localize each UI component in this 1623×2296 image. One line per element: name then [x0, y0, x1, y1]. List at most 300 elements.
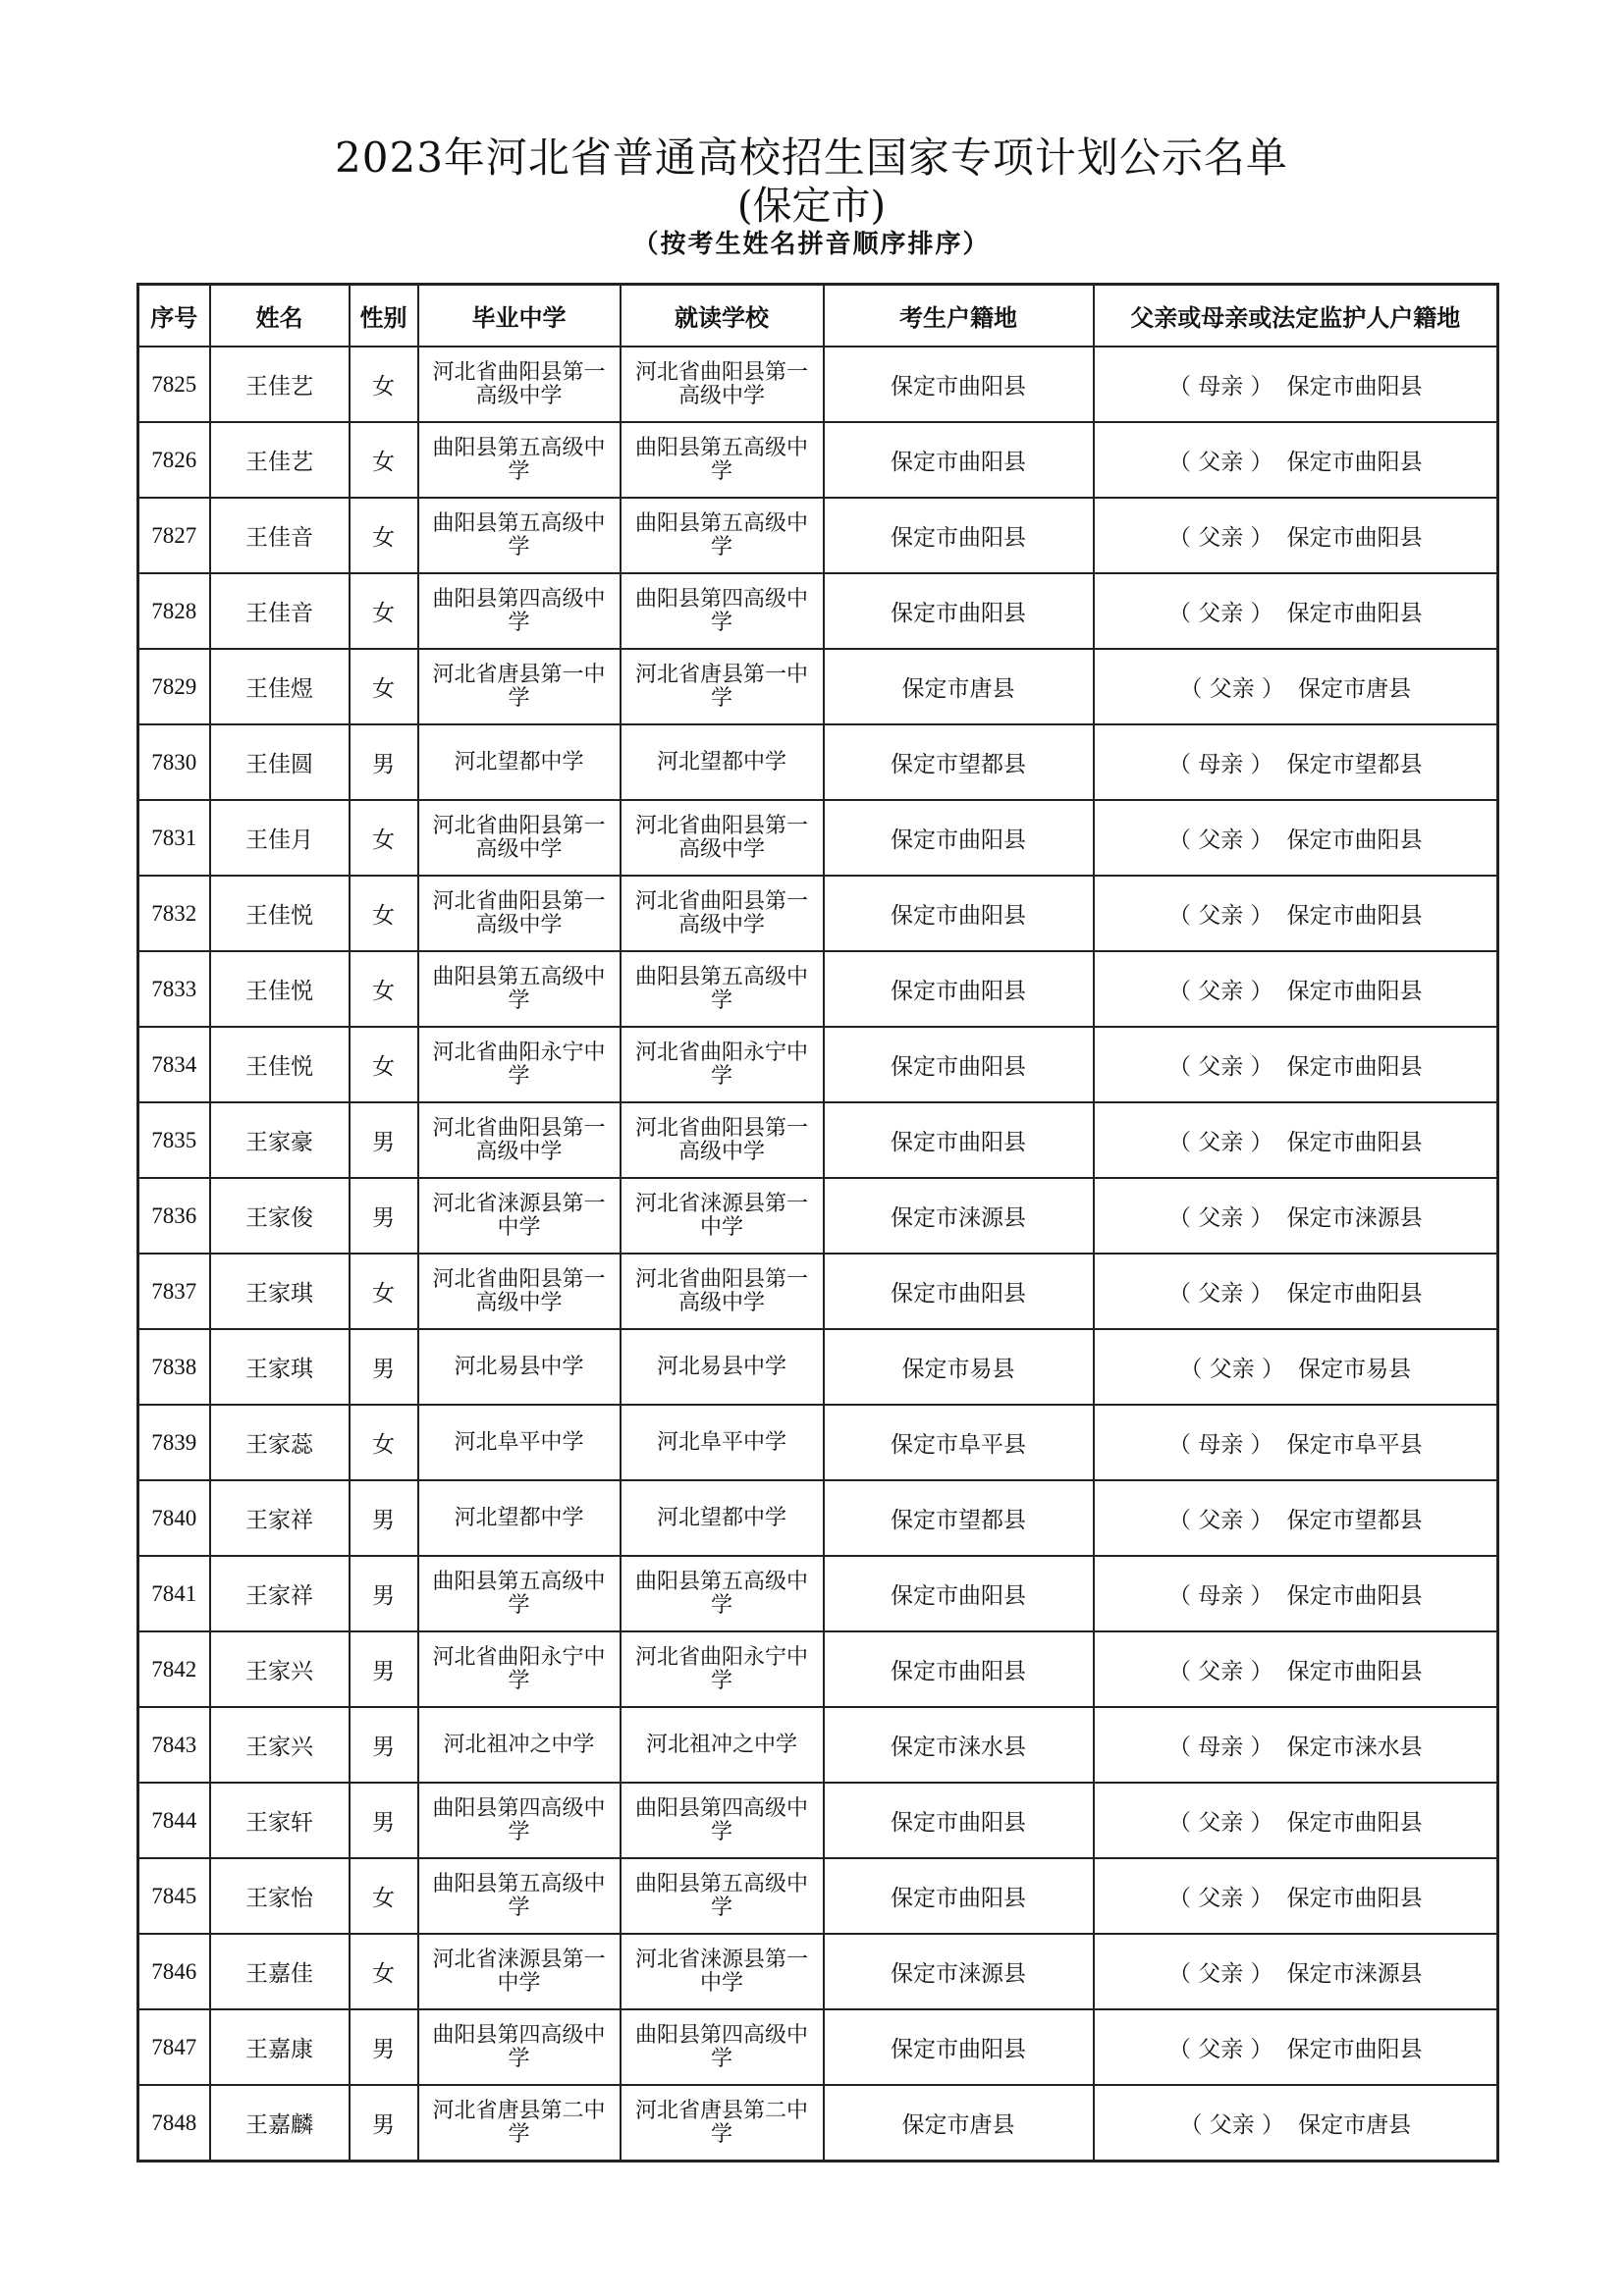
table-row: [138, 1102, 1498, 1178]
cell-residence: 保定市曲阳县: [824, 1858, 1094, 1934]
cell-seq: 7830: [138, 724, 210, 800]
cell-guardian-residence: [1094, 649, 1498, 724]
cell-residence: 保定市阜平县: [824, 1405, 1094, 1480]
cell-seq: 7837: [138, 1254, 210, 1329]
header-name: 姓名: [210, 285, 350, 347]
guardian-relation: （ 父亲 ）: [1167, 601, 1273, 626]
cell-current-school-text: 曲阳县第五高级中学: [634, 1569, 808, 1618]
cell-current-school: [621, 1480, 824, 1556]
cell-grad-school-text: 河北省曲阳永宁中学: [432, 1644, 606, 1693]
table-row: [138, 347, 1498, 422]
header-current-school: 就读学校: [621, 285, 824, 347]
cell-seq: 7844: [138, 1783, 210, 1858]
cell-grad-school-text: 河北省曲阳县第一高级中学: [432, 1115, 606, 1164]
cell-guardian-residence: [1094, 2085, 1498, 2162]
cell-name: 王家兴: [210, 1707, 350, 1783]
guardian-residence: 保定市曲阳县: [1286, 525, 1423, 551]
cell-current-school-text: 河北望都中学: [656, 1505, 786, 1530]
cell-current-school: [621, 1783, 824, 1858]
cell-seq: 7835: [138, 1102, 210, 1178]
cell-residence: 保定市曲阳县: [824, 573, 1094, 649]
cell-grad-school: [418, 1783, 621, 1858]
table-row: [138, 1254, 1498, 1329]
cell-current-school: [621, 1102, 824, 1178]
cell-name: 王佳音: [210, 573, 350, 649]
cell-residence: 保定市曲阳县: [824, 498, 1094, 573]
cell-seq: 7831: [138, 800, 210, 876]
cell-name: 王嘉康: [210, 2009, 350, 2085]
cell-name: 王嘉麟: [210, 2085, 350, 2162]
cell-current-school-text: 曲阳县第四高级中学: [634, 586, 808, 635]
cell-guardian-residence: [1094, 724, 1498, 800]
cell-grad-school: [418, 1178, 621, 1254]
guardian-residence: 保定市曲阳县: [1286, 903, 1423, 929]
cell-grad-school: [418, 724, 621, 800]
guardian-relation: （ 父亲 ）: [1167, 1810, 1273, 1836]
guardian-relation: （ 父亲 ）: [1167, 1281, 1273, 1307]
guardian-residence: 保定市望都县: [1286, 752, 1423, 777]
cell-current-school-text: 河北省曲阳县第一高级中学: [634, 888, 808, 937]
guardian-relation: （ 父亲 ）: [1167, 525, 1273, 551]
cell-gender: 女: [350, 498, 418, 573]
cell-gender: 女: [350, 573, 418, 649]
guardian-relation: （ 父亲 ）: [1167, 1054, 1273, 1080]
cell-guardian-residence: [1094, 1858, 1498, 1934]
cell-seq: 7826: [138, 422, 210, 498]
guardian-relation: （ 父亲 ）: [1167, 1205, 1273, 1231]
cell-seq: 7843: [138, 1707, 210, 1783]
cell-grad-school: [418, 800, 621, 876]
cell-current-school: [621, 2009, 824, 2085]
cell-residence: 保定市涞源县: [824, 1178, 1094, 1254]
cell-name: 王佳月: [210, 800, 350, 876]
cell-seq: 7827: [138, 498, 210, 573]
cell-grad-school: [418, 2085, 621, 2162]
guardian-residence: 保定市望都县: [1286, 1508, 1423, 1533]
cell-current-school-text: 河北望都中学: [656, 749, 786, 774]
cell-guardian-residence: [1094, 1254, 1498, 1329]
cell-seq: 7846: [138, 1934, 210, 2009]
cell-gender: 男: [350, 1556, 418, 1631]
guardian-relation: （ 父亲 ）: [1167, 2037, 1273, 2062]
guardian-relation: （ 父亲 ）: [1167, 450, 1273, 475]
cell-residence: 保定市望都县: [824, 1480, 1094, 1556]
document-subtitle-city: (保定市): [736, 184, 887, 229]
cell-gender: 女: [350, 876, 418, 951]
guardian-relation: （ 母亲 ）: [1167, 1735, 1273, 1760]
cell-gender: 女: [350, 1934, 418, 2009]
cell-seq: 7833: [138, 951, 210, 1027]
cell-gender: 女: [350, 800, 418, 876]
cell-grad-school-text: 河北阜平中学: [454, 1429, 584, 1455]
cell-grad-school-text: 曲阳县第五高级中学: [432, 510, 606, 560]
guardian-relation: （ 父亲 ）: [1167, 1961, 1273, 1987]
cell-grad-school-text: 河北省唐县第二中学: [432, 2098, 606, 2147]
guardian-residence: 保定市曲阳县: [1286, 450, 1423, 475]
cell-grad-school-text: 河北省曲阳县第一高级中学: [432, 1266, 606, 1315]
cell-guardian-residence: [1094, 1783, 1498, 1858]
cell-current-school-text: 曲阳县第五高级中学: [634, 964, 808, 1013]
cell-grad-school-text: 河北望都中学: [454, 1505, 584, 1530]
cell-current-school: [621, 1707, 824, 1783]
table-row: [138, 1556, 1498, 1631]
guardian-relation: （ 父亲 ）: [1167, 903, 1273, 929]
cell-residence: 保定市曲阳县: [824, 2009, 1094, 2085]
cell-current-school: [621, 1329, 824, 1405]
cell-grad-school-text: 河北省曲阳永宁中学: [432, 1040, 606, 1089]
cell-residence: 保定市涞水县: [824, 1707, 1094, 1783]
cell-name: 王家琪: [210, 1254, 350, 1329]
cell-grad-school-text: 河北省曲阳县第一高级中学: [432, 813, 606, 862]
cell-grad-school-text: 河北易县中学: [454, 1354, 584, 1379]
cell-name: 王家祥: [210, 1556, 350, 1631]
table-header-row: [138, 285, 1498, 347]
cell-grad-school: [418, 1405, 621, 1480]
cell-grad-school-text: 曲阳县第五高级中学: [432, 1569, 606, 1618]
cell-current-school: [621, 724, 824, 800]
cell-grad-school-text: 曲阳县第五高级中学: [432, 435, 606, 484]
cell-current-school: [621, 347, 824, 422]
cell-gender: 男: [350, 1102, 418, 1178]
cell-seq: 7840: [138, 1480, 210, 1556]
cell-current-school: [621, 1934, 824, 2009]
cell-gender: 男: [350, 1178, 418, 1254]
table-row: [138, 1858, 1498, 1934]
cell-current-school-text: 曲阳县第四高级中学: [634, 2022, 808, 2071]
cell-grad-school: [418, 1102, 621, 1178]
cell-current-school: [621, 649, 824, 724]
cell-current-school-text: 河北省唐县第二中学: [634, 2098, 808, 2147]
guardian-residence: 保定市曲阳县: [1286, 1810, 1423, 1836]
cell-name: 王佳煜: [210, 649, 350, 724]
cell-name: 王佳音: [210, 498, 350, 573]
cell-current-school-text: 曲阳县第五高级中学: [634, 435, 808, 484]
cell-gender: 男: [350, 1707, 418, 1783]
guardian-residence: 保定市曲阳县: [1286, 828, 1423, 853]
table-row: [138, 1329, 1498, 1405]
header-guardian-residence: 父亲或母亲或法定监护人户籍地: [1094, 285, 1498, 347]
guardian-residence: 保定市唐县: [1298, 676, 1412, 702]
guardian-residence: 保定市涞源县: [1286, 1961, 1423, 1987]
cell-grad-school: [418, 1254, 621, 1329]
header-grad-school: 毕业中学: [418, 285, 621, 347]
table-body: [138, 347, 1498, 2162]
cell-current-school: [621, 1405, 824, 1480]
cell-gender: 男: [350, 724, 418, 800]
guardian-relation: （ 父亲 ）: [1167, 1659, 1273, 1684]
cell-seq: 7838: [138, 1329, 210, 1405]
cell-name: 王家怡: [210, 1858, 350, 1934]
cell-name: 王佳悦: [210, 951, 350, 1027]
cell-current-school-text: 河北省曲阳永宁中学: [634, 1040, 808, 1089]
cell-current-school: [621, 2085, 824, 2162]
cell-name: 王家兴: [210, 1631, 350, 1707]
cell-residence: 保定市曲阳县: [824, 1631, 1094, 1707]
table-row: [138, 1934, 1498, 2009]
cell-gender: 女: [350, 347, 418, 422]
cell-name: 王家蕊: [210, 1405, 350, 1480]
cell-current-school-text: 河北省曲阳县第一高级中学: [634, 1115, 808, 1164]
header-gender: 性别: [350, 285, 418, 347]
cell-name: 王家轩: [210, 1783, 350, 1858]
cell-grad-school: [418, 1329, 621, 1405]
cell-seq: 7847: [138, 2009, 210, 2085]
cell-current-school-text: 河北省曲阳县第一高级中学: [634, 359, 808, 408]
cell-current-school-text: 河北省曲阳县第一高级中学: [634, 813, 808, 862]
header-seq: 序号: [138, 285, 210, 347]
table-row: [138, 1480, 1498, 1556]
cell-grad-school: [418, 498, 621, 573]
cell-guardian-residence: [1094, 951, 1498, 1027]
student-list-table: [136, 283, 1499, 2163]
cell-seq: 7829: [138, 649, 210, 724]
table-row: [138, 724, 1498, 800]
cell-grad-school: [418, 2009, 621, 2085]
cell-current-school-text: 河北阜平中学: [656, 1429, 786, 1455]
cell-guardian-residence: [1094, 2009, 1498, 2085]
guardian-relation: （ 母亲 ）: [1167, 374, 1273, 400]
cell-name: 王佳艺: [210, 347, 350, 422]
table-row: [138, 1783, 1498, 1858]
cell-gender: 女: [350, 1858, 418, 1934]
cell-grad-school-text: 河北省曲阳县第一高级中学: [432, 359, 606, 408]
cell-gender: 男: [350, 1783, 418, 1858]
cell-residence: 保定市曲阳县: [824, 1556, 1094, 1631]
cell-current-school-text: 河北省曲阳永宁中学: [634, 1644, 808, 1693]
cell-current-school-text: 河北祖冲之中学: [645, 1732, 797, 1757]
cell-residence: 保定市曲阳县: [824, 876, 1094, 951]
cell-grad-school: [418, 573, 621, 649]
cell-residence: 保定市曲阳县: [824, 1783, 1094, 1858]
guardian-residence: 保定市涞水县: [1286, 1735, 1423, 1760]
cell-current-school: [621, 951, 824, 1027]
guardian-residence: 保定市曲阳县: [1286, 979, 1423, 1004]
cell-current-school: [621, 1254, 824, 1329]
cell-gender: 男: [350, 2085, 418, 2162]
cell-grad-school: [418, 1934, 621, 2009]
table-row: [138, 1405, 1498, 1480]
cell-current-school-text: 曲阳县第五高级中学: [634, 510, 808, 560]
cell-grad-school: [418, 1707, 621, 1783]
cell-seq: 7842: [138, 1631, 210, 1707]
guardian-relation: （ 父亲 ）: [1179, 1357, 1285, 1382]
cell-current-school-text: 曲阳县第五高级中学: [634, 1871, 808, 1920]
cell-current-school: [621, 573, 824, 649]
cell-current-school-text: 曲阳县第四高级中学: [634, 1795, 808, 1844]
cell-grad-school: [418, 1556, 621, 1631]
cell-grad-school-text: 河北省曲阳县第一高级中学: [432, 888, 606, 937]
cell-grad-school: [418, 1631, 621, 1707]
cell-name: 王家豪: [210, 1102, 350, 1178]
cell-current-school: [621, 876, 824, 951]
guardian-relation: （ 父亲 ）: [1167, 1886, 1273, 1911]
cell-grad-school-text: 河北望都中学: [454, 749, 584, 774]
table-row: [138, 1178, 1498, 1254]
header-residence: 考生户籍地: [824, 285, 1094, 347]
table-row: [138, 1631, 1498, 1707]
cell-grad-school: [418, 1480, 621, 1556]
guardian-relation: （ 母亲 ）: [1167, 1432, 1273, 1458]
cell-grad-school: [418, 347, 621, 422]
cell-grad-school-text: 曲阳县第五高级中学: [432, 964, 606, 1013]
cell-gender: 女: [350, 1405, 418, 1480]
cell-grad-school-text: 河北省涞源县第一中学: [432, 1191, 606, 1240]
cell-gender: 女: [350, 1254, 418, 1329]
cell-guardian-residence: [1094, 1405, 1498, 1480]
cell-seq: 7845: [138, 1858, 210, 1934]
cell-gender: 女: [350, 649, 418, 724]
cell-seq: 7836: [138, 1178, 210, 1254]
cell-name: 王家琪: [210, 1329, 350, 1405]
table-row: [138, 800, 1498, 876]
cell-seq: 7828: [138, 573, 210, 649]
cell-name: 王家祥: [210, 1480, 350, 1556]
cell-name: 王佳悦: [210, 1027, 350, 1102]
guardian-residence: 保定市曲阳县: [1286, 1130, 1423, 1155]
cell-gender: 男: [350, 1631, 418, 1707]
cell-residence: 保定市曲阳县: [824, 951, 1094, 1027]
cell-gender: 女: [350, 1027, 418, 1102]
cell-guardian-residence: [1094, 1329, 1498, 1405]
table-row: [138, 422, 1498, 498]
cell-guardian-residence: [1094, 1934, 1498, 2009]
cell-gender: 男: [350, 1480, 418, 1556]
guardian-residence: 保定市曲阳县: [1286, 1886, 1423, 1911]
cell-current-school-text: 河北省曲阳县第一高级中学: [634, 1266, 808, 1315]
guardian-residence: 保定市易县: [1298, 1357, 1412, 1382]
cell-seq: 7832: [138, 876, 210, 951]
cell-gender: 男: [350, 1329, 418, 1405]
table-row: [138, 1027, 1498, 1102]
cell-current-school: [621, 1556, 824, 1631]
cell-grad-school: [418, 876, 621, 951]
cell-guardian-residence: [1094, 573, 1498, 649]
cell-seq: 7825: [138, 347, 210, 422]
guardian-residence: 保定市曲阳县: [1286, 1281, 1423, 1307]
cell-grad-school-text: 曲阳县第四高级中学: [432, 1795, 606, 1844]
guardian-residence: 保定市曲阳县: [1286, 601, 1423, 626]
cell-guardian-residence: [1094, 498, 1498, 573]
table-row: [138, 876, 1498, 951]
cell-name: 王佳艺: [210, 422, 350, 498]
guardian-residence: 保定市阜平县: [1286, 1432, 1423, 1458]
cell-residence: 保定市唐县: [824, 649, 1094, 724]
cell-seq: 7839: [138, 1405, 210, 1480]
cell-grad-school: [418, 422, 621, 498]
cell-guardian-residence: [1094, 422, 1498, 498]
cell-current-school: [621, 800, 824, 876]
cell-name: 王嘉佳: [210, 1934, 350, 2009]
cell-grad-school: [418, 1027, 621, 1102]
cell-guardian-residence: [1094, 1178, 1498, 1254]
cell-grad-school-text: 河北祖冲之中学: [443, 1732, 595, 1757]
guardian-relation: （ 母亲 ）: [1167, 752, 1273, 777]
cell-residence: 保定市曲阳县: [824, 422, 1094, 498]
guardian-relation: （ 父亲 ）: [1167, 828, 1273, 853]
cell-grad-school-text: 河北省唐县第一中学: [432, 662, 606, 711]
cell-grad-school-text: 河北省涞源县第一中学: [432, 1947, 606, 1996]
cell-current-school: [621, 1027, 824, 1102]
document-sort-note: （按考生姓名拼音顺序排序）: [632, 230, 991, 259]
cell-guardian-residence: [1094, 1027, 1498, 1102]
document-title: 2023年河北省普通高校招生国家专项计划公示名单: [335, 133, 1288, 182]
guardian-residence: 保定市曲阳县: [1286, 2037, 1423, 2062]
guardian-relation: （ 母亲 ）: [1167, 1583, 1273, 1609]
cell-name: 王佳悦: [210, 876, 350, 951]
cell-grad-school: [418, 649, 621, 724]
table-row: [138, 2009, 1498, 2085]
table-row: [138, 649, 1498, 724]
cell-residence: 保定市望都县: [824, 724, 1094, 800]
cell-gender: 女: [350, 951, 418, 1027]
cell-residence: 保定市涞源县: [824, 1934, 1094, 2009]
cell-grad-school-text: 曲阳县第五高级中学: [432, 1871, 606, 1920]
guardian-residence: 保定市涞源县: [1286, 1205, 1423, 1231]
table-row: [138, 498, 1498, 573]
cell-guardian-residence: [1094, 876, 1498, 951]
cell-grad-school-text: 曲阳县第四高级中学: [432, 586, 606, 635]
guardian-relation: （ 父亲 ）: [1179, 676, 1285, 702]
cell-current-school: [621, 422, 824, 498]
cell-guardian-residence: [1094, 1480, 1498, 1556]
guardian-residence: 保定市曲阳县: [1286, 374, 1423, 400]
cell-current-school: [621, 1631, 824, 1707]
cell-current-school: [621, 498, 824, 573]
cell-guardian-residence: [1094, 1631, 1498, 1707]
cell-current-school-text: 河北省涞源县第一中学: [634, 1947, 808, 1996]
guardian-relation: （ 父亲 ）: [1167, 979, 1273, 1004]
cell-guardian-residence: [1094, 347, 1498, 422]
cell-guardian-residence: [1094, 1556, 1498, 1631]
guardian-residence: 保定市曲阳县: [1286, 1054, 1423, 1080]
guardian-relation: （ 父亲 ）: [1167, 1508, 1273, 1533]
cell-seq: 7834: [138, 1027, 210, 1102]
cell-seq: 7848: [138, 2085, 210, 2162]
guardian-residence: 保定市曲阳县: [1286, 1583, 1423, 1609]
cell-residence: 保定市曲阳县: [824, 347, 1094, 422]
cell-residence: 保定市曲阳县: [824, 1027, 1094, 1102]
cell-guardian-residence: [1094, 800, 1498, 876]
table-row: [138, 573, 1498, 649]
cell-guardian-residence: [1094, 1707, 1498, 1783]
cell-name: 王佳圆: [210, 724, 350, 800]
cell-residence: 保定市曲阳县: [824, 800, 1094, 876]
cell-grad-school: [418, 1858, 621, 1934]
cell-current-school: [621, 1178, 824, 1254]
cell-residence: 保定市曲阳县: [824, 1254, 1094, 1329]
guardian-relation: （ 父亲 ）: [1179, 2112, 1285, 2138]
cell-current-school-text: 河北易县中学: [656, 1354, 786, 1379]
guardian-relation: （ 父亲 ）: [1167, 1130, 1273, 1155]
cell-current-school-text: 河北省涞源县第一中学: [634, 1191, 808, 1240]
cell-name: 王家俊: [210, 1178, 350, 1254]
cell-gender: 男: [350, 2009, 418, 2085]
cell-residence: 保定市曲阳县: [824, 1102, 1094, 1178]
cell-seq: 7841: [138, 1556, 210, 1631]
cell-residence: 保定市易县: [824, 1329, 1094, 1405]
table-row: [138, 951, 1498, 1027]
cell-residence: 保定市唐县: [824, 2085, 1094, 2162]
guardian-residence: 保定市唐县: [1298, 2112, 1412, 2138]
guardian-residence: 保定市曲阳县: [1286, 1659, 1423, 1684]
cell-gender: 女: [350, 422, 418, 498]
table-row: [138, 2085, 1498, 2162]
cell-current-school-text: 河北省唐县第一中学: [634, 662, 808, 711]
table-row: [138, 1707, 1498, 1783]
cell-grad-school: [418, 951, 621, 1027]
cell-grad-school-text: 曲阳县第四高级中学: [432, 2022, 606, 2071]
cell-current-school: [621, 1858, 824, 1934]
